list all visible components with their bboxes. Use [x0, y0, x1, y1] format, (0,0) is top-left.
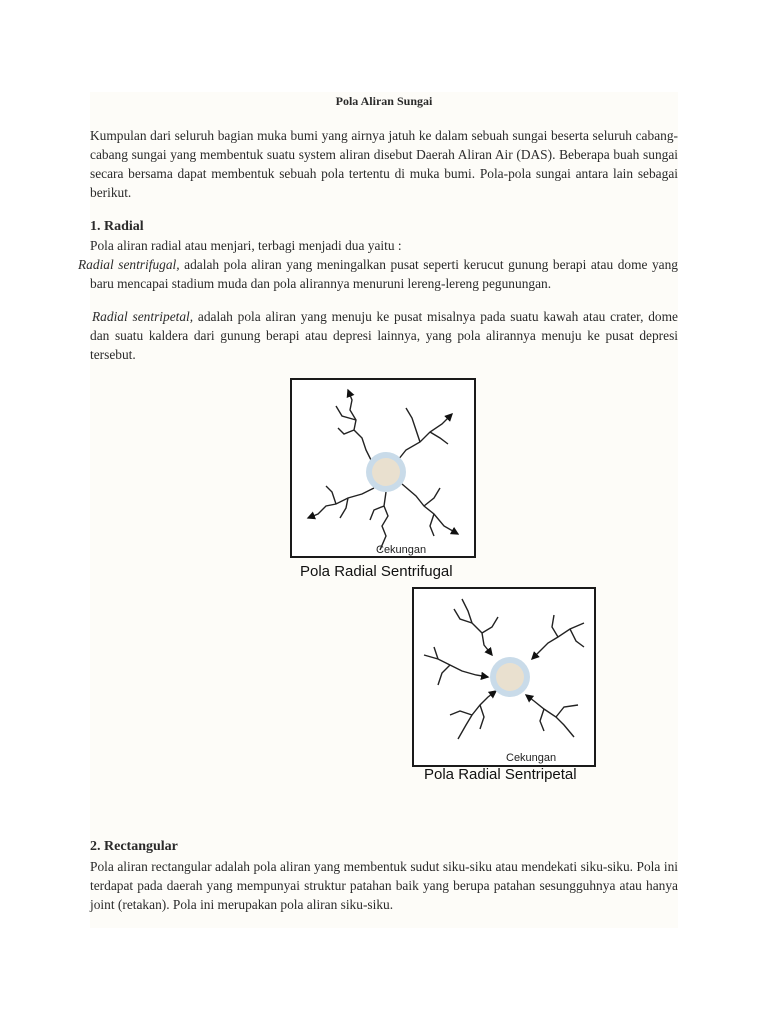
rectangular-heading: 2. Rectangular	[90, 839, 178, 854]
sentrifugal-svg	[292, 380, 474, 556]
sentripetal-diagram	[412, 587, 596, 767]
radial-sentripetal-paragraph	[90, 307, 678, 364]
radial-lead: Pola aliran radial atau menjari, terbagi menjadi dua yaitu :	[90, 238, 402, 253]
radial-sentrifugal-paragraph	[78, 255, 679, 293]
page-title: Pola Aliran Sungai	[335, 94, 433, 108]
sentripetal-cekungan-label: Cekungan	[506, 752, 557, 764]
sentrifugal-cekungan-label: Cekungan	[376, 544, 427, 556]
sentrifugal-diagram	[290, 378, 476, 558]
sentrifugal-caption: Pola Radial Sentrifugal	[300, 563, 453, 580]
sentrifugal-basin-center	[372, 458, 400, 486]
rectangular-paragraph: Pola aliran rectangular adalah pola aliran yang membentuk sudut siku-siku atau mendekati siku-siku. Pola ini terdapat pada daerah yang mempunyai struktur patahan baik yang berupa patahan sesungguhnya atau hanya joint (retakan). Pola ini merupakan pola aliran siku-siku.	[90, 859, 678, 912]
sentripetal-caption: Pola Radial Sentripetal	[424, 766, 577, 783]
sentrifugal-term: Radial sentrifugal,	[78, 257, 180, 272]
sentripetal-text: adalah pola aliran yang menuju ke pusat misalnya pada suatu kawah atau crater, dome dan suatu kaldera dari gunung berapi atau depresi lainnya, yang pola alirannya menuju ke pusat depresi tersebut.	[90, 309, 678, 362]
sentripetal-svg	[414, 589, 594, 765]
sentrifugal-text: adalah pola aliran yang meningalkan pusat seperti kerucut gunung berapi atau dome yang baru mencapai stadium muda dan pola alirannya menuruni lereng-lereng pegunungan.	[90, 257, 679, 291]
sentripetal-term: Radial sentripetal,	[92, 309, 194, 324]
sentripetal-basin-center	[496, 663, 524, 691]
intro-paragraph: Kumpulan dari seluruh bagian muka bumi yang airnya jatuh ke dalam sebuah sungai beserta seluruh cabang-cabang sungai yang membentuk suatu system aliran disebut Daerah Aliran Air (DAS). Beberapa buah sungai secara bersama dapat membentuk sebuah pola tertentu di muka bumi. Pola-pola sungai antara lain sebagai berikut.	[90, 128, 678, 200]
radial-heading: 1. Radial	[90, 219, 144, 234]
